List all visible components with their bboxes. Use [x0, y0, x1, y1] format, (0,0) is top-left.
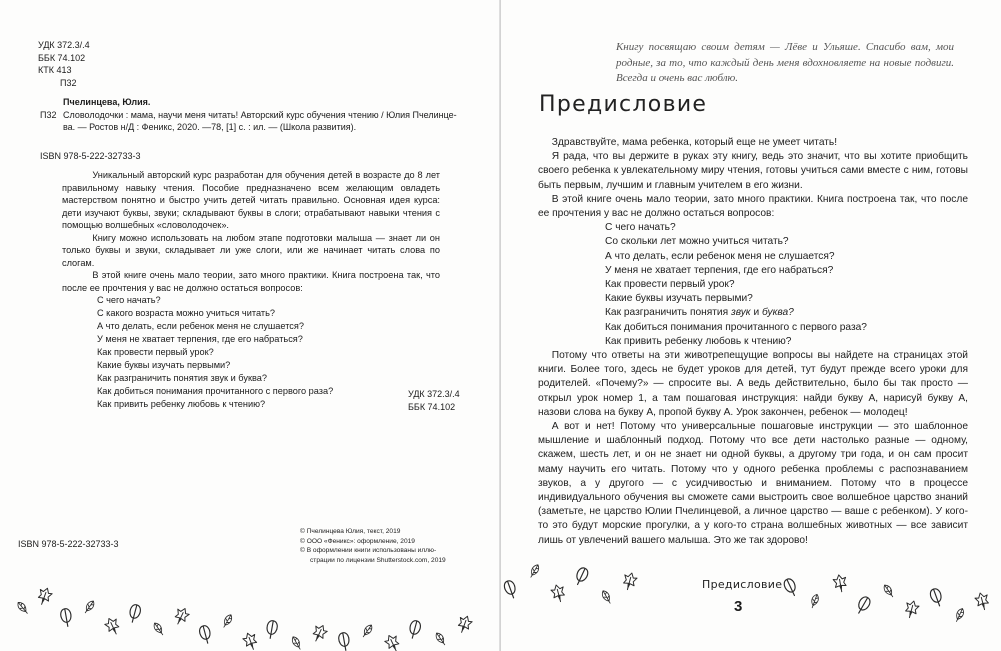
preface-paragraph-4: Потому что ответы на эти животрепещущие вопросы вы найдете на страницах этой книги. Более того, здесь не будет уроков для детей, тут будут прежде всего уроки для родителей. «Почему?» — спросите вы. А ведь действительно, было бы так просто — открыл урок номер 1, а там пошаговая инструкция: найди букву А, нарисуй букву А, назови слова на букву А, пропой букву А. Урок закончен, ребенок — молодец! [538, 350, 968, 418]
ktk-code: КТК 413 [38, 65, 72, 76]
catalog-code: П32 [40, 109, 57, 120]
leaf-icon [265, 620, 278, 639]
leaf-icon [242, 631, 260, 651]
list-item: Как провести первый урок? [605, 279, 735, 291]
annotation-paragraph-2: Книгу можно использовать на любом этапе подготовки малыша — знает ли он только буквы и звуки, складывает ли уже слоги, или же начинает читать слова по слогам. [62, 232, 440, 268]
list-item: А что делать, если ребенок меня не слушается? [96, 321, 304, 331]
leaf-icon [833, 574, 848, 593]
list-item: С какого возраста можно учиться читать? [96, 308, 275, 318]
list-item: У меня не хватает терпения, где его набраться? [605, 264, 834, 276]
leaf-icon [310, 623, 329, 644]
leaf-icon [974, 591, 991, 611]
leaf-icon [83, 599, 96, 614]
leaf-icon [152, 621, 165, 636]
leaf-icon [338, 632, 351, 651]
leaf-icon [854, 595, 872, 615]
leaf-icon [383, 633, 402, 651]
list-item: Как добиться понимания прочитанного с первого раза? [605, 321, 867, 333]
emphasis-sound: звук [730, 307, 751, 319]
leaf-icon [503, 579, 519, 599]
leaf-icon [127, 604, 141, 624]
leaf-icon [361, 623, 374, 638]
list-item: А что делать, если ребенок меня не слушается? [605, 250, 835, 262]
list-item: Как добиться понимания прочитанного с первого раза? [96, 386, 334, 396]
leaf-icon [882, 583, 895, 598]
page-number: 3 [734, 598, 743, 615]
leaf-icon [434, 631, 447, 646]
leaf-icon [550, 583, 567, 603]
copyright-illustrations: © В оформлении книги использованы иллю- [300, 547, 437, 555]
leaf-icon [407, 620, 421, 640]
author-name: Пчелинцева, Юлия. [63, 97, 151, 107]
preface-paragraph-1: Здравствуйте, мама ребенка, который еще не умеет читать! [551, 137, 838, 148]
leaf-icon [172, 606, 191, 627]
preface-paragraph-2: Я рада, что вы держите в руках эту книгу, ведь это значит, что вы хотите приобщить своего ребенка к увлекательному миру чтения, готовы учиться сами вместе с ним, готовы быть первым, лучшим и главным учителем в его жизни. [538, 151, 968, 191]
leaf-icon [528, 563, 540, 578]
leaf-icon [290, 635, 302, 650]
leaf-icon [103, 616, 122, 637]
isbn-top: ISBN 978-5-222-32733-3 [40, 151, 141, 161]
copyright-design: © ООО «Феникс»: оформление, 2019 [300, 537, 415, 545]
leaf-icon [929, 587, 945, 607]
chapter-title: Предисловие [539, 92, 708, 117]
leaf-icon [954, 607, 966, 623]
udk-code: УДК 372.3/.4 [38, 40, 90, 50]
udk-code-bottom: УДК 372.3/.4 [408, 389, 460, 399]
copyright-illustrations-cont: страции по лицензии Shutterstock.com, 2019 [310, 556, 446, 564]
question-text: Как разграничить понятия [605, 307, 731, 319]
leaf-icon [36, 586, 54, 606]
leaf-icon [573, 566, 590, 586]
leaf-icon [600, 589, 612, 604]
list-item: Как привить ребенку любовь к чтению? [605, 335, 792, 347]
running-footer: Предисловие [702, 578, 783, 591]
list-item: С чего начать? [96, 295, 161, 305]
bbk-code-bottom: ББК 74.102 [408, 401, 456, 412]
list-item: Со скольки лет можно учиться читать? [605, 236, 789, 248]
leaf-icon [60, 608, 73, 627]
conjunction: и [750, 307, 762, 319]
dedication: Книгу посвящаю своим детям — Лёве и Ульяше. Спасибо вам, мои родные, за то, что каждый день меня вдохновляете на новые подвиги. Всегда и очень вас люблю. [616, 41, 954, 84]
leaf-icon [782, 577, 799, 597]
list-item: Как привить ребенку любовь к чтению? [96, 399, 266, 409]
bbk-code: ББК 74.102 [38, 52, 86, 63]
annotation-paragraph-1: Уникальный авторский курс разработан для обучения детей в возрасте до 8 лет правильному навыку чтения. Пособие предназначено всем желающим овладеть мастерством понятно и быстро учить детей читать правильно. Основная идея курса: дети изучают буквы, звуки; складывают буквы в слоги; отрабатывают навыки чтения с помощью волшебных «словолодочек». [62, 170, 440, 230]
leaf-icon [903, 599, 920, 619]
leaf-icon [621, 571, 638, 591]
leaf-icon [221, 613, 233, 628]
leaf-icon [456, 614, 474, 634]
author-sign: П32 [60, 77, 77, 88]
list-item: Как разграничить понятия звук и буква? [96, 373, 267, 383]
leaf-icon [198, 625, 212, 645]
catalog-line-2: ва. — Ростов н/Д : Феникс, 2020. —78, [1] с. : ил. — (Школа развития). [63, 122, 357, 133]
copyright-text: © Пчелинцева Юлия, текст, 2019 [300, 528, 401, 535]
list-item: У меня не хватает терпения, где его набраться? [96, 334, 303, 344]
catalog-line-1: Словолодочки : мама, научи меня читать! Авторский курс обучения чтению / Юлия Пчелинце- [63, 109, 457, 120]
leaf-icon [809, 593, 820, 609]
list-item: С чего начать? [605, 222, 676, 234]
emphasis-letter: буква? [761, 307, 794, 319]
leaf-icon [16, 600, 30, 615]
preface-paragraph-3: В этой книге очень мало теории, зато много практики. Книга построена так, что после ее прочтения у вас не должно остаться вопросов: [538, 193, 968, 220]
preface-paragraph-5: А вот и нет! Потому что универсальные пошаговые инструкции — это шаблонное мышление и шаблонный подход. Потому что все дети настолько разные — одному, скажем, шесть лет, и он не знает ни одной буквы, а другому три года, и он сам просит маму научить его читать. Потому что у одного ребенка проблемы с распознаванием звуков, а у другого — с усидчивостью и вниманием. Потому что в процессе индивидуального обучения вы сможете сами выстроить свое волшебное царство знаний (заметьте, не царство Юлии Пчелинцевой, а личное царство — ваше с ребенком). У кого-то это будут морские прогулки, а у кого-то страна волшебных животных — все зависит лишь от увлечений вашего малыша. Это же так здорово! [538, 421, 968, 546]
isbn-bottom: ISBN 978-5-222-32733-3 [18, 539, 119, 549]
list-item: Какие буквы изучать первыми? [96, 360, 231, 370]
list-item: Какие буквы изучать первыми? [605, 293, 753, 305]
annotation-paragraph-3: В этой книге очень мало теории, зато много практики. Книга построена так, что после ее прочтения у вас не должно остаться вопросов: [62, 270, 440, 293]
list-item: Как провести первый урок? [96, 347, 214, 357]
